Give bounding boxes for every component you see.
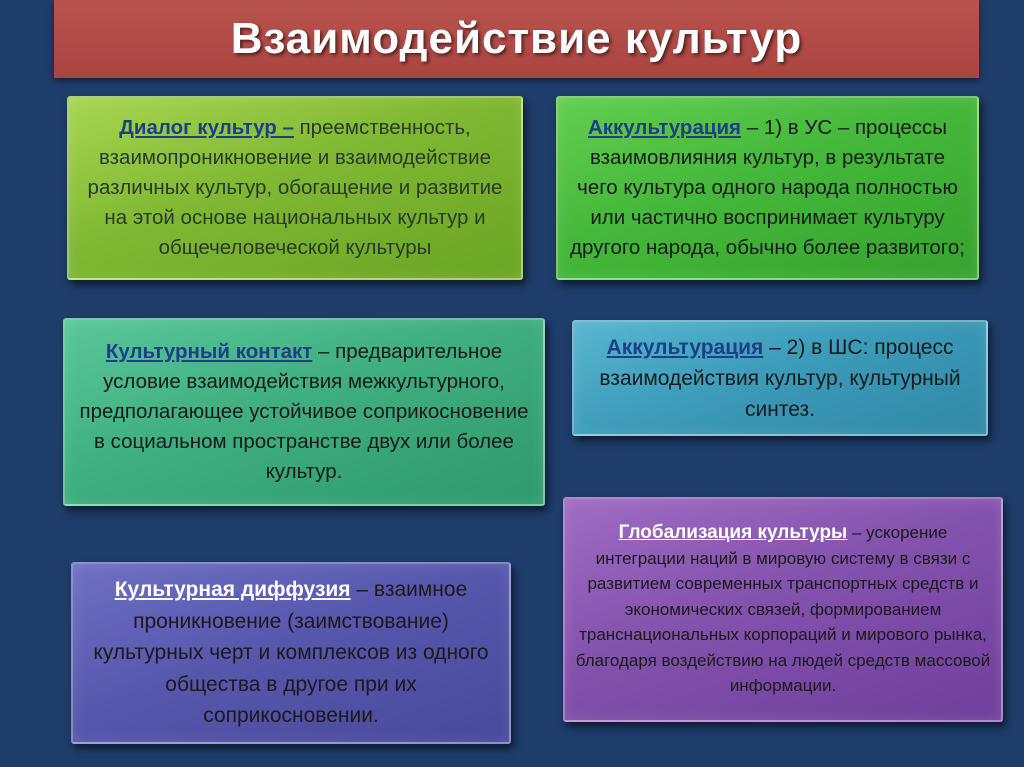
dialog-term: Диалог культур – xyxy=(119,116,294,139)
acculturation-1-text xyxy=(568,113,967,263)
contact-box xyxy=(63,318,545,506)
diffusion-desc: – взаимное проникновение (заимствование) культурных черт и комплексов из одного общества в другое при их соприкосновении. xyxy=(93,578,489,728)
contact-desc: – предварительное условие взаимодействия межкультурного, предполагающее устойчивое соприкосновение в социальном пространстве двух или более культур. xyxy=(79,340,529,483)
diffusion-box xyxy=(71,562,511,744)
dialog-desc: преемственность, взаимопроникновение и взаимодействие различных культур, обогащение и развитие на этой основе национальных культур и общечеловеческой культуры xyxy=(87,116,503,259)
acculturation-1-term: Аккультурация xyxy=(587,116,742,139)
globalization-term: Глобализация культуры xyxy=(618,522,848,544)
contact-text xyxy=(75,337,533,487)
diffusion-text xyxy=(83,574,499,732)
globalization-text xyxy=(573,520,993,699)
acculturation-2-text xyxy=(584,332,976,425)
title-banner xyxy=(54,0,979,78)
contact-term: Культурный контакт xyxy=(105,340,313,363)
acculturation-1-desc: – 1) в УС – процессы взаимовлияния культур, в результате чего культура одного народа полностью или частично воспринимает культуру другого народа, обычно более развитого; xyxy=(570,116,965,259)
diffusion-term: Культурная диффузия xyxy=(114,578,351,602)
dialog-text xyxy=(79,113,511,263)
globalization-desc: – ускорение интеграции наций в мировую систему в связи с развитием современных транспортных средств и экономических связей, формированием транснациональных корпораций и мирового рынка, благодаря воздействию на людей средств массовой информации. xyxy=(575,523,991,696)
acculturation-2-box xyxy=(572,320,988,436)
globalization-box xyxy=(563,497,1003,722)
acculturation-2-term: Аккультурация xyxy=(606,335,764,359)
slide-title: Взаимодействие культур xyxy=(230,14,803,63)
acculturation-2-desc: – 2) в ШС: процесс взаимодействия культур, культурный синтез. xyxy=(599,335,961,421)
acculturation-1-box xyxy=(556,96,979,280)
dialog-box xyxy=(67,96,523,280)
